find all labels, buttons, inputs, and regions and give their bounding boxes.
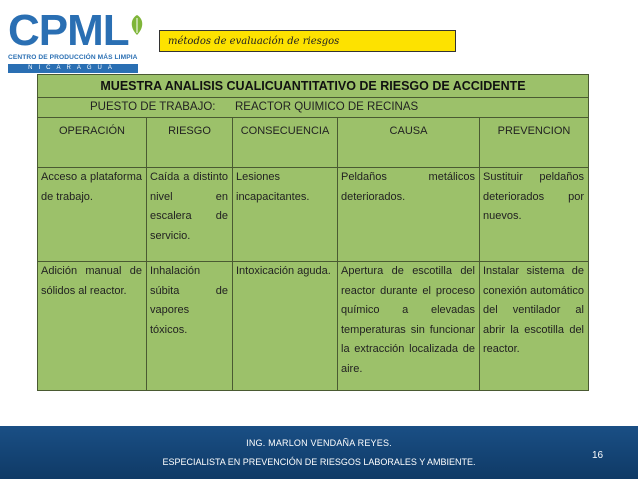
column-header: RIESGO: [147, 118, 232, 168]
footer-specialty: ESPECIALISTA EN PREVENCIÓN DE RIESGOS LABORALES Y AMBIENTE.: [162, 457, 476, 467]
puesto-label: PUESTO DE TRABAJO:: [90, 101, 216, 113]
footer-bar: [0, 426, 638, 479]
table-cell: Intoxicación aguda.: [236, 265, 331, 277]
footer-author: ING. MARLON VENDAÑA REYES.: [246, 438, 392, 448]
puesto-value: REACTOR QUIMICO DE RECINAS: [235, 101, 419, 113]
page-number: 16: [592, 450, 604, 461]
puesto-row: [38, 97, 588, 118]
column-causa: [338, 118, 480, 390]
cpml-logo: [8, 8, 158, 78]
logo-brand: CPML: [8, 6, 129, 55]
table-heading: MUESTRA ANALISIS CUALICUANTITATIVO DE RIESGO DE ACCIDENTE: [38, 75, 588, 98]
logo-country: NICARAGUA: [8, 64, 138, 73]
table-cell: Acceso a plataforma de trabajo.: [38, 168, 146, 262]
table-cell: Sustituir peldaños deteriorados por nuevos.: [480, 168, 588, 262]
table-cell: Instalar sistema de conexión automático del ventilador al abrir la escotilla del reactor.: [483, 265, 584, 355]
table-cell: Lesiones incapacitantes.: [233, 168, 337, 262]
logo-subtitle: CENTRO DE PRODUCCIÓN MÁS LIMPIA: [8, 54, 138, 61]
leaf-icon: [128, 14, 146, 36]
table-cell: Peldaños metálicos deteriorados.: [338, 168, 479, 262]
column-header: OPERACIÓN: [38, 118, 146, 168]
slide-title: métodos de evaluación de riesgos: [159, 30, 456, 52]
table-cell: Adición manual de sólidos al reactor.: [41, 265, 142, 297]
table-cell: Caída a distinto nivel en escalera de servicio.: [147, 168, 232, 262]
column-header: PREVENCION: [480, 118, 588, 168]
column-consecuencia: [233, 118, 338, 390]
column-header: CONSECUENCIA: [233, 118, 337, 168]
table-body: [38, 118, 588, 390]
column-header: CAUSA: [338, 118, 479, 168]
column-riesgo: [147, 118, 233, 390]
table-cell: Inhalación súbita de vapores tóxicos.: [150, 265, 228, 336]
table-cell: Apertura de escotilla del reactor durante el proceso químico a elevadas temperaturas sin funcionar la extracción localizada de aire.: [341, 265, 475, 375]
risk-analysis-table: [37, 74, 589, 391]
column-prevencion: [480, 118, 588, 390]
column-operacion: [38, 118, 147, 390]
